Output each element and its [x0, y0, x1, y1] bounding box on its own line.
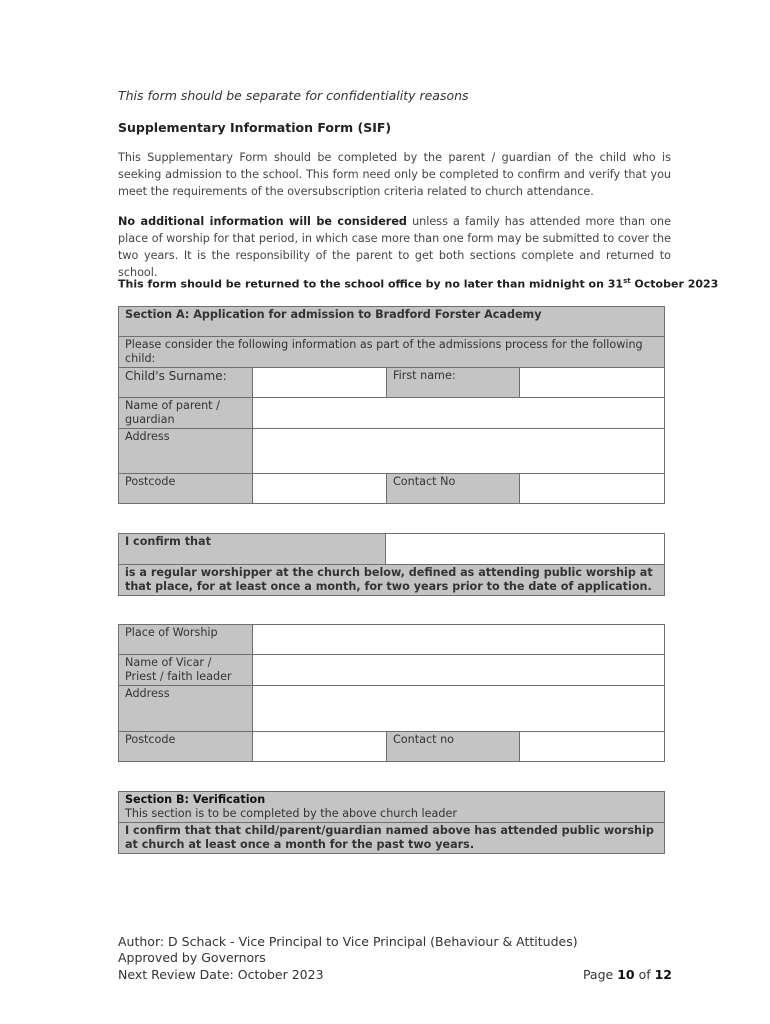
footer-approved: Approved by Governors — [118, 950, 266, 965]
section-a-table — [118, 306, 665, 504]
confirm-table — [118, 533, 665, 596]
page-title: Supplementary Information Form (SIF) — [118, 120, 392, 135]
additional-info-rest: unless a family has attended more than one place of worship for that period, in which case more than one form may be submitted to cover the two years. It is the responsibility of the parent to get both sections complete and returned to school. — [118, 215, 671, 279]
confirm-name-field[interactable] — [386, 534, 665, 565]
section-a-instruction: Please consider the following information as part of the admissions process for the following child: — [119, 337, 665, 368]
first-name-label: First name: — [387, 368, 520, 398]
footer-review-date: Next Review Date: October 2023 — [118, 967, 324, 982]
page-number — [583, 967, 672, 982]
first-name-field[interactable] — [520, 368, 665, 398]
confirm-statement: is a regular worshipper at the church below, defined as attending public worship at that place, for at least once a month, for two years prior to the date of application. — [119, 565, 665, 596]
postcode-field[interactable] — [253, 474, 387, 504]
worship-postcode-field[interactable] — [253, 732, 387, 762]
worship-address-field[interactable] — [253, 686, 665, 732]
vicar-name-field[interactable] — [253, 655, 665, 686]
address-label: Address — [119, 429, 253, 474]
footer-author: Author: D Schack - Vice Principal to Vice Principal (Behaviour & Attitudes) — [118, 934, 578, 949]
worship-address-label: Address — [119, 686, 253, 732]
page-current: 10 — [617, 967, 635, 982]
postcode-label: Postcode — [119, 474, 253, 504]
section-a-heading: Section A: Application for admission to Bradford Forster Academy — [119, 307, 665, 337]
place-of-worship-label: Place of Worship — [119, 625, 253, 655]
childs-surname-label: Child's Surname: — [119, 368, 253, 398]
return-deadline-sup: st — [623, 277, 631, 285]
return-deadline — [118, 277, 718, 291]
worship-contact-label: Contact no — [387, 732, 520, 762]
return-deadline-text: This form should be returned to the school office by no later than midnight on 31 — [118, 277, 624, 291]
page-word: Page — [582, 967, 618, 982]
contact-no-field[interactable] — [520, 474, 665, 504]
section-b-statement: I confirm that that child/parent/guardian named above has attended public worship at church at least once a month for the past two years. — [119, 823, 665, 854]
parent-name-label: Name of parent / guardian — [119, 398, 253, 429]
vicar-name-label: Name of Vicar / Priest / faith leader — [119, 655, 253, 686]
worship-contact-field[interactable] — [520, 732, 665, 762]
additional-info-bold: No additional information will be considered — [118, 215, 407, 228]
section-b-table — [118, 791, 665, 854]
worship-postcode-label: Postcode — [119, 732, 253, 762]
address-field[interactable] — [253, 429, 665, 474]
childs-surname-field[interactable] — [253, 368, 387, 398]
confirm-label: I confirm that — [119, 534, 386, 565]
section-b-heading: Section B: Verification — [125, 793, 266, 806]
contact-no-label: Contact No — [387, 474, 520, 504]
section-b-subheading: This section is to be completed by the above church leader — [125, 807, 457, 820]
worship-table — [118, 624, 665, 762]
additional-info-paragraph — [118, 213, 671, 281]
section-b-header-cell — [119, 792, 665, 823]
page-total: 12 — [654, 967, 672, 982]
page-of: of — [634, 967, 655, 982]
confidential-note: This form should be separate for confidentiality reasons — [118, 88, 469, 103]
return-deadline-tail: October 2023 — [630, 277, 719, 291]
intro-paragraph: This Supplementary Form should be completed by the parent / guardian of the child who is seeking admission to the school. This form need only be completed to confirm and verify that you meet the requirements of the oversubscription criteria related to church attendance. — [118, 151, 671, 198]
place-of-worship-field[interactable] — [253, 625, 665, 655]
parent-name-field[interactable] — [253, 398, 665, 429]
